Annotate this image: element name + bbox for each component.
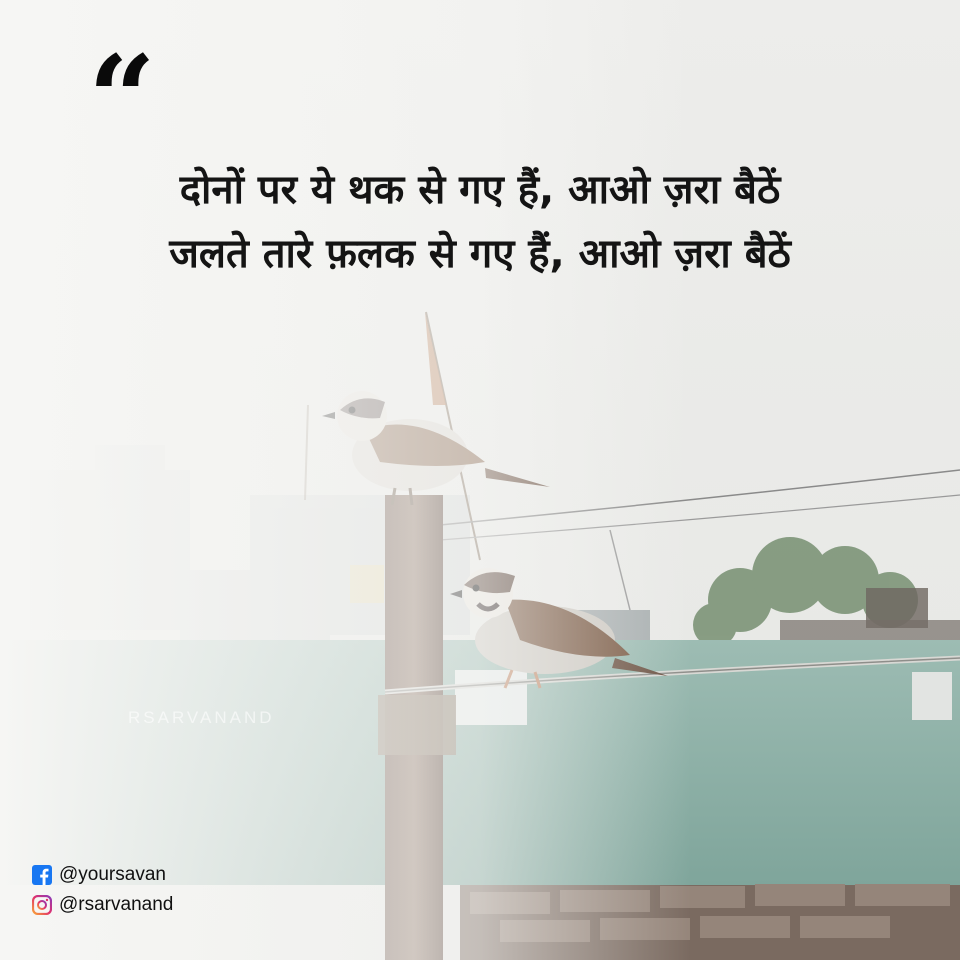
quote-mark: “ [88, 29, 156, 168]
instagram-handle[interactable] [32, 894, 173, 916]
poem-text [0, 158, 960, 286]
instagram-icon [32, 895, 52, 915]
facebook-handle-text: @yoursavan [59, 864, 166, 885]
facebook-handle[interactable] [32, 864, 166, 886]
poem-line-2: जलते तारे फ़लक से गए हैं, आओ ज़रा बैठें [169, 231, 791, 277]
instagram-handle-text: @rsarvanand [59, 894, 174, 915]
facebook-icon [32, 865, 52, 885]
poem-line-1: दोनों पर ये थक से गए हैं, आओ ज़रा बैठें [179, 167, 781, 213]
watermark: RSARVANAND [128, 708, 275, 727]
